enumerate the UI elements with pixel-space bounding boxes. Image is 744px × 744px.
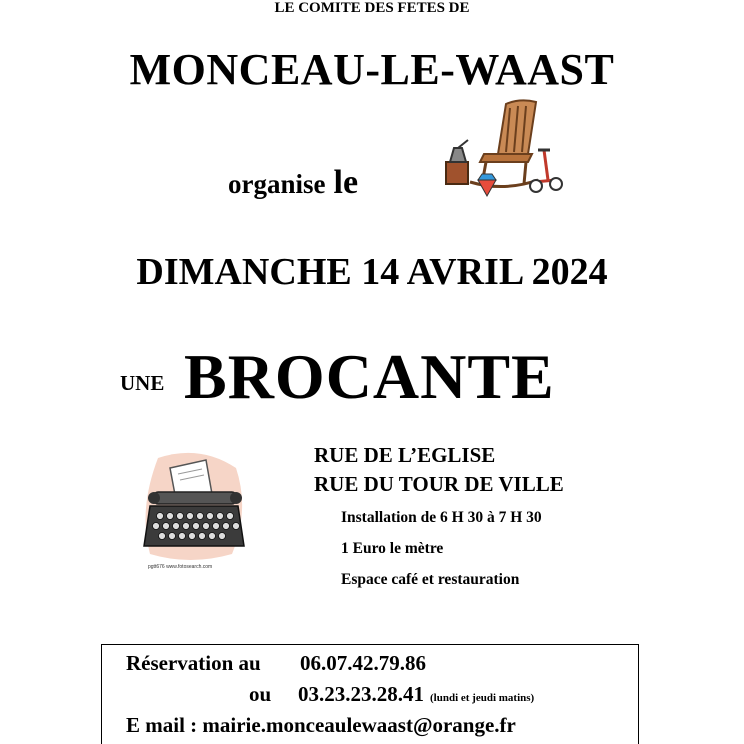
clipart-credit: pgtt676 www.fotosearch.com xyxy=(148,564,213,570)
committee-heading: LE COMITE DES FETES DE xyxy=(274,0,470,16)
installation-time: Installation de 6 H 30 à 7 H 30 xyxy=(341,509,542,526)
phone-1[interactable]: 06.07.42.79.86 xyxy=(300,651,426,675)
street-1: RUE DE L’EGLISE xyxy=(314,443,496,467)
phone-hours-note: (lundi et jeudi matins) xyxy=(430,692,535,704)
typewriter-icon xyxy=(140,450,248,574)
price-info: 1 Euro le mètre xyxy=(341,540,444,557)
or-word: ou xyxy=(249,682,272,706)
street-2: RUE DU TOUR DE VILLE xyxy=(314,472,564,496)
une-word: UNE xyxy=(120,371,165,395)
village-name: MONCEAU-LE-WAAST xyxy=(129,45,615,94)
event-date: DIMANCHE 14 AVRIL 2024 xyxy=(136,251,608,293)
reservation-box xyxy=(101,644,639,744)
event-title: BROCANTE xyxy=(184,341,555,412)
organise-text xyxy=(228,164,358,202)
le-word: le xyxy=(333,164,359,201)
reservation-line-1 xyxy=(126,651,426,676)
antiques-chair-icon xyxy=(440,96,564,198)
reservation-label: Réservation au xyxy=(126,651,261,675)
email-line[interactable]: E mail : mairie.monceaulewaast@orange.fr xyxy=(126,713,516,737)
reservation-line-2 xyxy=(249,682,534,707)
organise-word: organise xyxy=(228,169,326,199)
food-info: Espace café et restauration xyxy=(341,571,520,588)
phone-2[interactable]: 03.23.23.28.41 xyxy=(298,682,424,706)
